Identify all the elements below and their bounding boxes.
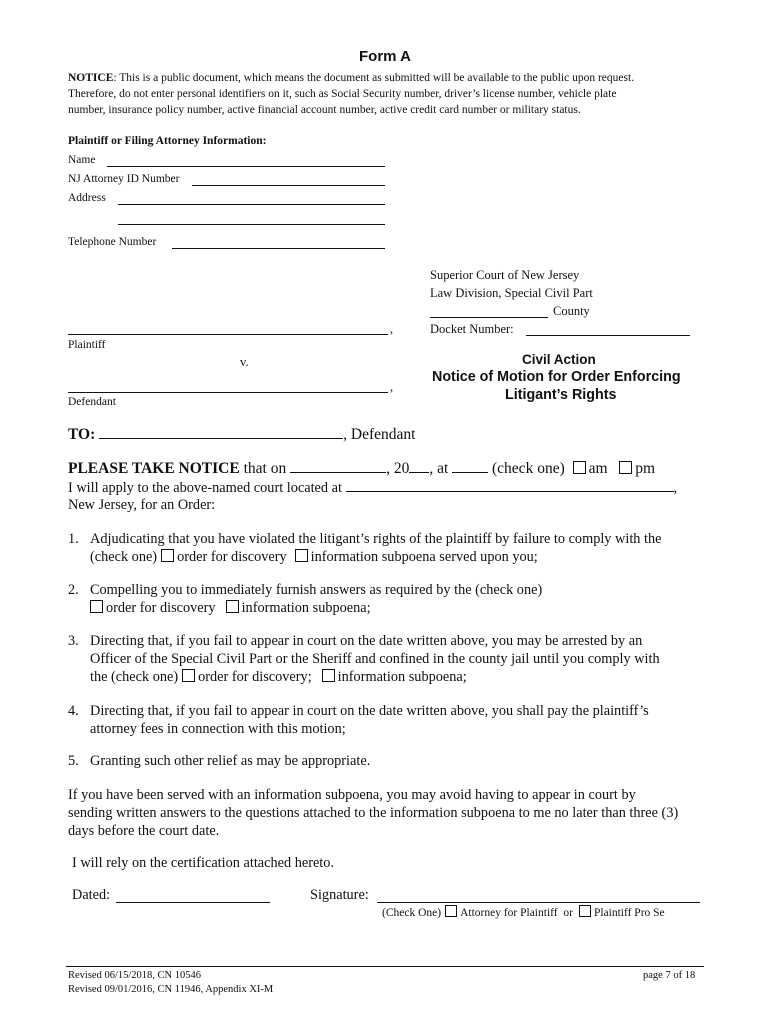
to-line bbox=[68, 426, 415, 444]
form-title: Form A bbox=[359, 48, 411, 65]
county-label: County bbox=[553, 304, 590, 318]
signature-label: Signature: bbox=[310, 887, 369, 903]
dated-field[interactable] bbox=[116, 902, 270, 903]
docket-number-field[interactable] bbox=[526, 335, 690, 336]
plaintiff-info-heading: Plaintiff or Filing Attorney Information: bbox=[68, 135, 267, 147]
item-5-line-1: Granting such other relief as may be appropriate. bbox=[90, 753, 371, 769]
footer-revision-2: Revised 09/01/2016, CN 11946, Appendix XI-M bbox=[68, 984, 274, 995]
item-2-discovery-label: order for discovery bbox=[106, 600, 216, 616]
that-on-text: that on bbox=[239, 460, 291, 477]
notice-line-3: number, insurance policy number, active financial account number, active credit card number or military status. bbox=[68, 104, 581, 116]
to-label: TO: bbox=[68, 426, 96, 443]
docket-label: Docket Number: bbox=[430, 322, 514, 336]
name-label: Name bbox=[68, 154, 96, 166]
item-3-line-1: Directing that, if you fail to appear in court on the date written above, you may be arrested by an bbox=[90, 633, 643, 649]
item-2-subpoena-label: information subpoena; bbox=[241, 600, 371, 616]
item-4-line-1: Directing that, if you fail to appear in court on the date written above, you shall pay the plaintiff’s bbox=[90, 703, 649, 719]
item-1-discovery-label: order for discovery bbox=[177, 549, 287, 565]
defendant-comma: , bbox=[390, 380, 394, 394]
item-4-number: 4. bbox=[68, 703, 79, 719]
telephone-label: Telephone Number bbox=[68, 236, 157, 248]
item-3-discovery-checkbox[interactable] bbox=[182, 669, 195, 682]
defendant-label: Defendant bbox=[68, 396, 116, 408]
court-location-text: I will apply to the above-named court located at bbox=[68, 480, 346, 496]
dated-label: Dated: bbox=[72, 887, 111, 903]
item-2-line-1: Compelling you to immediately furnish answers as required by the (check one) bbox=[90, 582, 543, 598]
attorney-label: Attorney for Plaintiff bbox=[460, 907, 558, 919]
signer-type-row bbox=[382, 905, 665, 919]
defendant-name-field[interactable] bbox=[68, 392, 388, 393]
am-label: am bbox=[588, 460, 608, 477]
pm-label: pm bbox=[635, 460, 656, 477]
address-field-1[interactable] bbox=[118, 204, 385, 205]
court-division: Law Division, Special Civil Part bbox=[430, 286, 593, 300]
notice-line-1: : This is a public document, which means the document as submitted will be available to the public upon request. bbox=[113, 72, 635, 84]
pro-se-label: Plaintiff Pro Se bbox=[593, 907, 665, 919]
attorney-id-field[interactable] bbox=[192, 185, 385, 186]
hearing-date-field[interactable] bbox=[290, 460, 386, 473]
check-one-text: (check one) bbox=[488, 460, 569, 477]
item-1-number: 1. bbox=[68, 531, 79, 547]
attorney-id-label: NJ Attorney ID Number bbox=[68, 173, 180, 185]
item-2-number: 2. bbox=[68, 582, 79, 598]
motion-title-line-1: Notice of Motion for Order Enforcing bbox=[432, 369, 681, 385]
item-3-line-2: Officer of the Special Civil Part or the Sheriff and confined in the county jail until you comply with bbox=[90, 651, 660, 667]
address-label: Address bbox=[68, 192, 106, 204]
county-field[interactable] bbox=[430, 317, 548, 318]
item-3-check-one: the (check one) bbox=[90, 669, 179, 685]
year-prefix: , 20 bbox=[386, 460, 410, 477]
pm-checkbox[interactable] bbox=[619, 461, 632, 474]
item-2-subpoena-checkbox[interactable] bbox=[226, 600, 239, 613]
item-1-options bbox=[90, 548, 538, 566]
item-3-subpoena-checkbox[interactable] bbox=[322, 669, 335, 682]
item-1-discovery-checkbox[interactable] bbox=[161, 549, 174, 562]
item-3-number: 3. bbox=[68, 633, 79, 649]
served-paragraph-line-1: If you have been served with an information subpoena, you may avoid having to appear in court by bbox=[68, 787, 636, 803]
pro-se-checkbox[interactable] bbox=[579, 905, 591, 917]
defendant-to-field[interactable] bbox=[99, 426, 343, 439]
court-location-field[interactable] bbox=[346, 479, 674, 492]
take-notice-line-1 bbox=[68, 460, 655, 478]
court-location-comma: , bbox=[673, 480, 678, 496]
notice-line-2: Therefore, do not enter personal identifiers on it, such as Social Security number, driver’s license number, vehicle plate bbox=[68, 88, 617, 100]
take-notice-bold: PLEASE TAKE NOTICE bbox=[68, 460, 240, 477]
footer-revision-1: Revised 06/15/2018, CN 10546 bbox=[68, 970, 201, 981]
item-4-line-2: attorney fees in connection with this motion; bbox=[90, 721, 346, 737]
served-paragraph-line-3: days before the court date. bbox=[68, 823, 220, 839]
item-1-line-1: Adjudicating that you have violated the litigant’s rights of the plaintiff by failure to comply with the bbox=[90, 531, 662, 547]
page-number: page 7 of 18 bbox=[643, 970, 696, 981]
signer-check-one: (Check One) bbox=[382, 907, 442, 919]
motion-title-line-2: Litigant’s Rights bbox=[505, 387, 617, 403]
notice-label: NOTICE bbox=[68, 72, 114, 84]
item-2-discovery-checkbox[interactable] bbox=[90, 600, 103, 613]
attorney-checkbox[interactable] bbox=[445, 905, 457, 917]
versus-label: v. bbox=[240, 355, 249, 369]
at-text: , at bbox=[429, 460, 453, 477]
item-3-subpoena-label: information subpoena; bbox=[337, 669, 467, 685]
item-3-options bbox=[90, 668, 467, 686]
take-notice-line-3: New Jersey, for an Order: bbox=[68, 497, 216, 513]
am-checkbox[interactable] bbox=[573, 461, 586, 474]
item-1-check-one: (check one) bbox=[90, 549, 158, 565]
footer-divider bbox=[66, 966, 704, 967]
item-1-subpoena-checkbox[interactable] bbox=[295, 549, 308, 562]
signature-field[interactable] bbox=[377, 902, 700, 903]
plaintiff-label: Plaintiff bbox=[68, 339, 106, 351]
civil-action-label: Civil Action bbox=[522, 352, 596, 367]
address-field-2[interactable] bbox=[118, 224, 385, 225]
item-2-options bbox=[88, 599, 371, 617]
item-3-discovery-label: order for discovery; bbox=[198, 669, 312, 685]
plaintiff-name-field[interactable] bbox=[68, 334, 388, 335]
name-field[interactable] bbox=[107, 166, 385, 167]
telephone-field[interactable] bbox=[172, 248, 385, 249]
court-name: Superior Court of New Jersey bbox=[430, 268, 580, 282]
hearing-time-field[interactable] bbox=[452, 460, 488, 473]
plaintiff-comma: , bbox=[390, 322, 394, 336]
take-notice-line-2 bbox=[68, 479, 677, 497]
certification-statement: I will rely on the certification attached hereto. bbox=[72, 855, 334, 871]
to-defendant-suffix: , Defendant bbox=[343, 426, 416, 443]
item-5-number: 5. bbox=[68, 753, 79, 769]
item-1-subpoena-label: information subpoena served upon you; bbox=[310, 549, 538, 565]
year-field[interactable] bbox=[409, 460, 429, 473]
served-paragraph-line-2: sending written answers to the questions attached to the information subpoena to me no later than three (3) bbox=[68, 805, 679, 821]
or-label: or bbox=[563, 907, 573, 919]
